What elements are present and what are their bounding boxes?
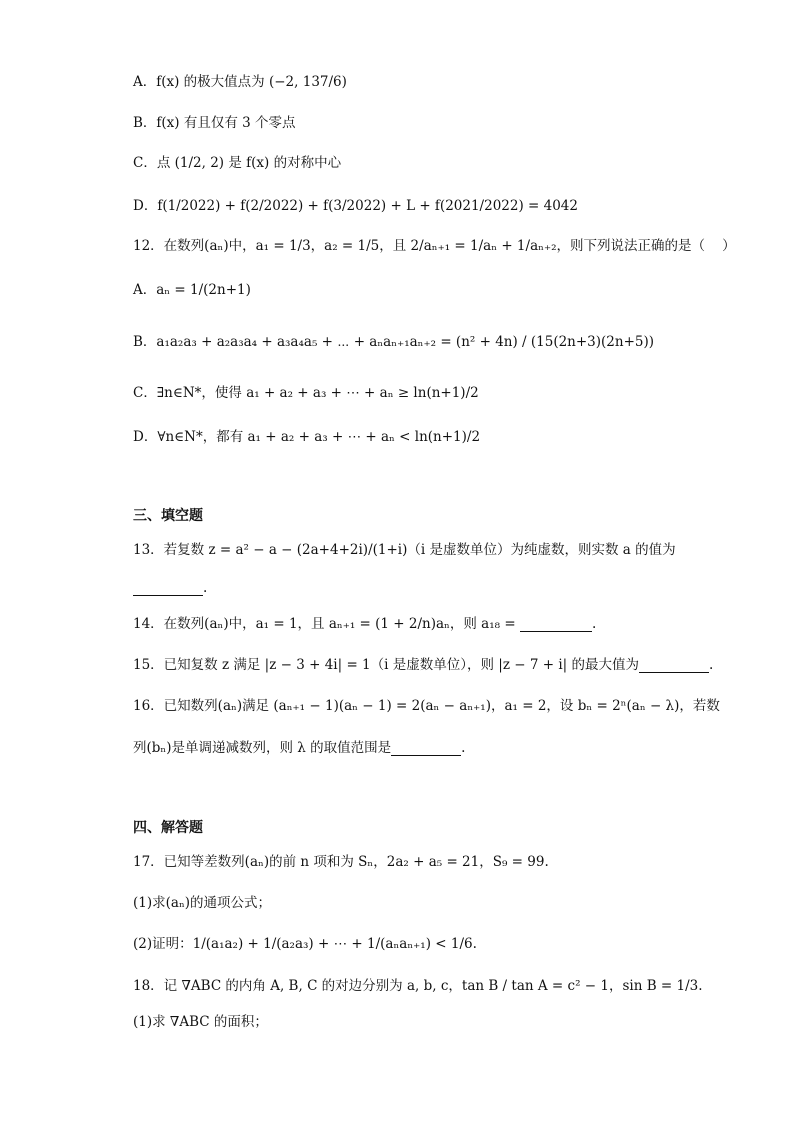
section-solve-title: 四、解答题	[133, 820, 203, 836]
q15-answer-blank[interactable]	[639, 658, 709, 673]
q12-option-b: B．a₁a₂a₃ + a₂a₃a₄ + a₃a₄a₅ + ⋯ + aₙaₙ₊₁aₙ₊₂ = (n² + 4n) / (15(2n+3)(2n+5))	[133, 334, 655, 350]
q14-text: 14．在数列(aₙ)中，a₁ = 1，且 aₙ₊₁ = (1 + 2/n)aₙ，则 a₁₈ = .	[133, 616, 597, 632]
q11-option-b: B．f(x) 有且仅有 3 个零点	[133, 115, 296, 131]
q11-option-c: C．点 (1/2, 2) 是 f(x) 的对称中心	[133, 155, 342, 171]
q12-option-c: C．∃n∈N*，使得 a₁ + a₂ + a₃ + ⋯ + aₙ ≥ ln(n+1)/2	[133, 385, 479, 401]
q12-option-d: D．∀n∈N*，都有 a₁ + a₂ + a₃ + ⋯ + aₙ < ln(n+1)/2	[133, 429, 481, 445]
q17-part1: (1)求(aₙ)的通项公式；	[133, 895, 272, 911]
q18-stem: 18．记 ∇ABC 的内角 A, B, C 的对边分别为 a, b, c，tan B / tan A = c² − 1，sin B = 1/3.	[133, 978, 703, 994]
q11-option-a: A．f(x) 的极大值点为 (−2, 137/6)	[133, 74, 347, 90]
q16-line1: 16．已知数列(aₙ)满足 (aₙ₊₁ − 1)(aₙ − 1) = 2(aₙ − aₙ₊₁)，a₁ = 2，设 bₙ = 2ⁿ(aₙ − λ)，若数	[133, 698, 720, 714]
q17-part2: (2)证明：1/(a₁a₂) + 1/(a₂a₃) + ⋯ + 1/(aₙaₙ₊₁) < 1/6.	[133, 936, 477, 952]
q13-text: 13．若复数 z = a² − a − (2a+4+2i)/(1+i)（i 是虚数单位）为纯虚数，则实数 a 的值为	[133, 542, 676, 558]
q12-stem: 12．在数列(aₙ)中，a₁ = 1/3，a₂ = 1/5，且 2/aₙ₊₁ = 1/aₙ + 1/aₙ₊₂，则下列说法正确的是（ ）	[133, 238, 736, 254]
q16-answer-blank[interactable]	[391, 741, 461, 756]
q16-line2: 列(bₙ)是单调递减数列，则 λ 的取值范围是 .	[133, 740, 466, 756]
q18-part1: (1)求 ∇ABC 的面积；	[133, 1014, 268, 1030]
q12-option-a: A．aₙ = 1/(2n+1)	[133, 282, 251, 298]
section-fill-in-title: 三、填空题	[133, 508, 203, 524]
q13-answer-line: .	[133, 578, 734, 598]
q14-answer-blank[interactable]	[520, 617, 592, 632]
q13-answer-blank[interactable]	[133, 581, 203, 596]
q15-text: 15．已知复数 z 满足 |z − 3 + 4i| = 1（i 是虚数单位），则 |z − 7 + i| 的最大值为 .	[133, 657, 714, 673]
q17-stem: 17．已知等差数列(aₙ)的前 n 项和为 Sₙ，2a₂ + a₅ = 21，S₉ = 99.	[133, 854, 549, 870]
q11-option-d: D．f(1/2022) + f(2/2022) + f(3/2022) + L + f(2021/2022) = 4042	[133, 198, 578, 214]
